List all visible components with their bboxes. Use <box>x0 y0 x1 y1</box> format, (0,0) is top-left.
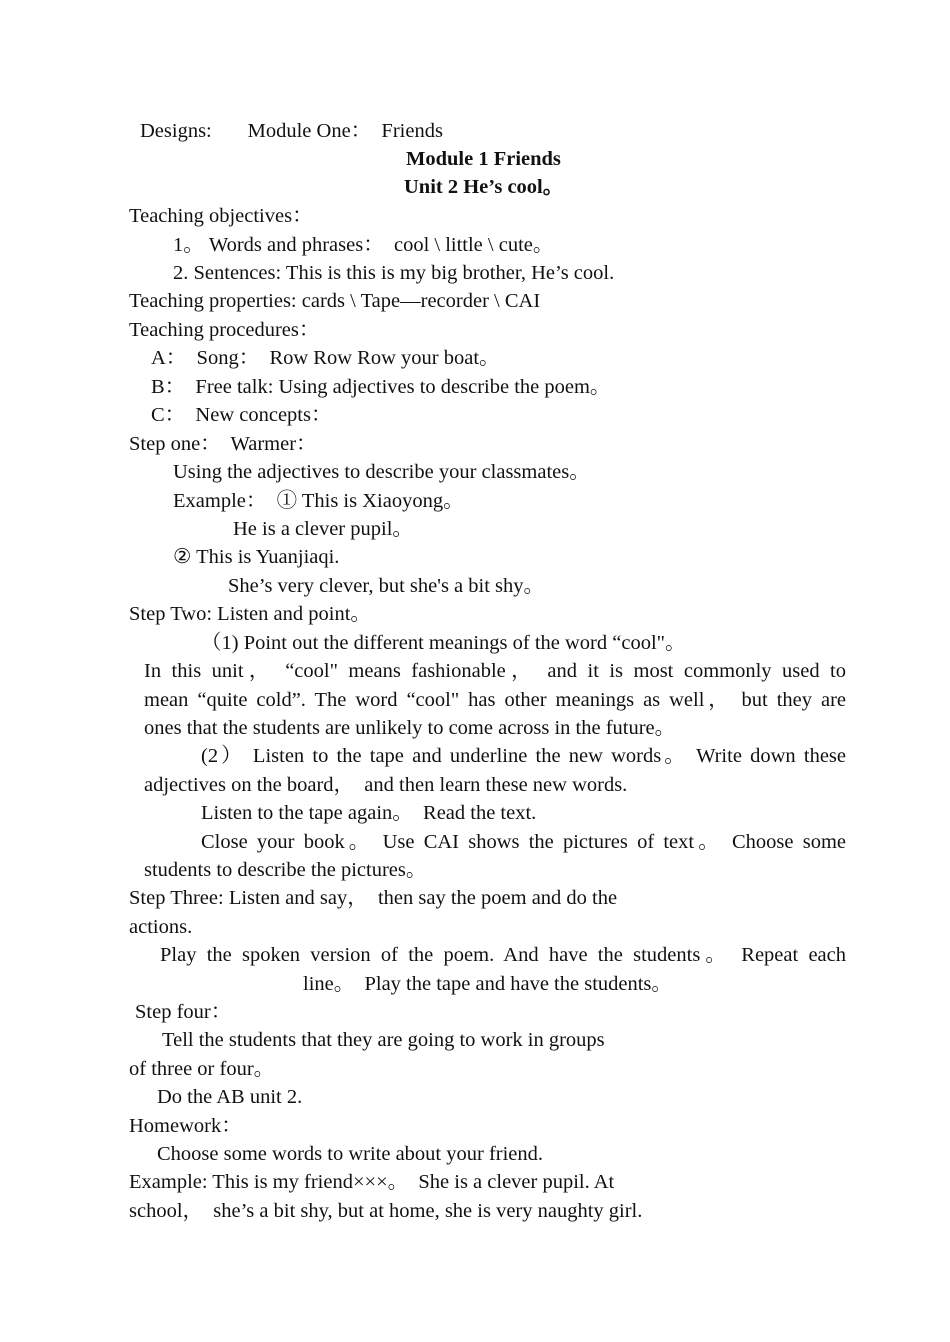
procedure-a: A： Song： Row Row Row your boat。 <box>151 347 500 369</box>
step-three-line: line。 Play the tape and have the students。 <box>303 973 672 995</box>
step-two-line: Listen to the tape again。 Read the text. <box>201 802 537 824</box>
step-two-line: students to describe the pictures。 <box>144 859 427 881</box>
step-two-heading: Step Two: Listen and point。 <box>129 603 371 625</box>
step-three-heading: Step Three: Listen and say， then say the poem and do the <box>129 887 618 909</box>
step-two-line: In this unit， “cool" means fashionable， and it is most commonly used to <box>144 660 846 682</box>
objectives-heading: Teaching objectives： <box>129 205 313 227</box>
step-two-line: adjectives on the board， and then learn these new words. <box>144 774 628 796</box>
step-two-line: Close your book。 Use CAI shows the pictures of text。 Choose some <box>201 831 846 853</box>
step-two-line: mean “quite cold”. The word “cool" has other meanings as well， but they are <box>144 689 846 711</box>
step-two-line: ones that the students are unlikely to come across in the future。 <box>144 717 676 739</box>
homework-line: Example: This is my friend×××。 She is a clever pupil. At <box>129 1171 615 1193</box>
procedure-b: B： Free talk: Using adjectives to describe the poem。 <box>151 376 611 398</box>
step-four-line: of three or four。 <box>129 1058 275 1080</box>
step-four-heading: Step four： <box>135 1001 232 1023</box>
step-three-heading: actions. <box>129 916 193 938</box>
step-one-line: He is a clever pupil。 <box>233 518 413 540</box>
step-four-line: Do the AB unit 2. <box>157 1086 303 1108</box>
step-one-line: She’s very clever, but she's a bit shy。 <box>228 575 545 597</box>
document-subtitle: Unit 2 He’s cool。 <box>404 176 564 198</box>
step-four-line: Tell the students that they are going to work in groups <box>162 1029 605 1051</box>
step-one-line: Example： ① This is Xiaoyong。 <box>173 490 464 512</box>
step-two-line: （1) Point out the different meanings of the word “cool"。 <box>201 632 686 654</box>
document-title: Module 1 Friends <box>406 148 561 170</box>
designs-line: Designs: Module One： Friends <box>140 120 443 142</box>
step-three-line: Play the spoken version of the poem. And have the students。 Repeat each <box>160 944 846 966</box>
step-two-line: (2） Listen to the tape and underline the new words。 Write down these <box>201 745 846 767</box>
procedure-c: C： New concepts： <box>151 404 332 426</box>
objective-item-2: 2. Sentences: This is this is my big brother, He’s cool. <box>173 262 615 284</box>
homework-heading: Homework： <box>129 1115 242 1137</box>
objective-item-1: 1。 Words and phrases： cool \ little \ cute。 <box>173 234 554 256</box>
procedures-heading: Teaching procedures： <box>129 319 320 341</box>
step-one-heading: Step one： Warmer： <box>129 433 317 455</box>
step-one-line: Using the adjectives to describe your classmates。 <box>173 461 590 483</box>
teaching-properties: Teaching properties: cards \ Tape—recorder \ CAI <box>129 290 541 312</box>
homework-line: school， she’s a bit shy, but at home, she is very naughty girl. <box>129 1200 643 1222</box>
homework-line: Choose some words to write about your friend. <box>157 1143 544 1165</box>
step-one-line: ② This is Yuanjiaqi. <box>173 546 340 568</box>
